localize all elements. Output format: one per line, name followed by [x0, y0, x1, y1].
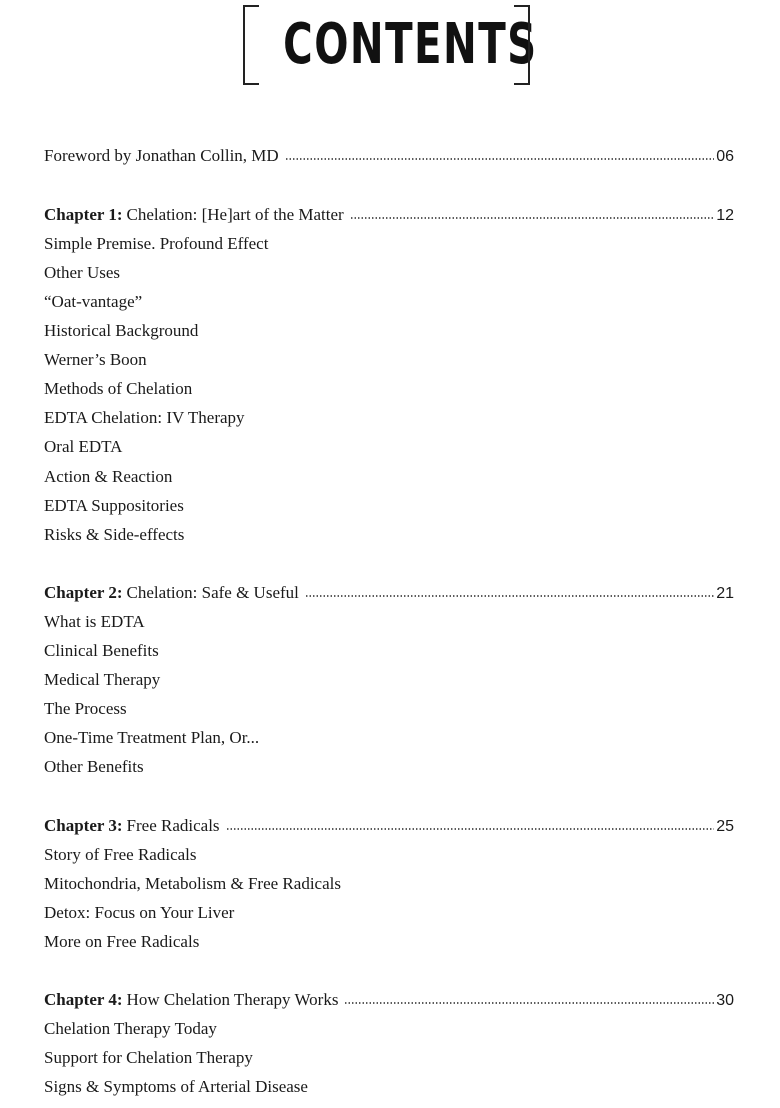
chapter-title: How Chelation Therapy Works — [126, 990, 339, 1009]
chapter-number: Chapter 4: — [44, 990, 123, 1009]
chapter-number: Chapter 2: — [44, 583, 123, 602]
dot-leader — [350, 216, 715, 220]
toc-section[interactable]: Oral EDTA — [44, 437, 123, 456]
toc-section[interactable]: Action & Reaction — [44, 467, 173, 486]
chapter-title: Free Radicals — [126, 816, 220, 835]
toc-section[interactable]: Historical Background — [44, 321, 199, 340]
chapter-number: Chapter 3: — [44, 816, 123, 835]
toc-entry-chapter-4[interactable] — [44, 989, 734, 1011]
dot-leader — [226, 827, 715, 831]
toc-section[interactable]: EDTA Suppositories — [44, 496, 184, 515]
entry-title: Foreword by Jonathan Collin, MD — [44, 146, 279, 165]
chapter-title: Chelation: [He]art of the Matter — [126, 205, 344, 224]
toc-section[interactable]: More on Free Radicals — [44, 932, 200, 951]
toc-section[interactable]: Mitochondria, Metabolism & Free Radicals — [44, 874, 341, 893]
toc-section[interactable]: Simple Premise. Profound Effect — [44, 234, 269, 253]
toc-entry-chapter-2[interactable] — [44, 582, 734, 604]
dot-leader — [285, 157, 715, 161]
toc-section[interactable]: One-Time Treatment Plan, Or... — [44, 728, 260, 747]
toc-section[interactable]: “Oat-vantage” — [44, 292, 143, 311]
toc-entry-chapter-3[interactable] — [44, 815, 734, 837]
toc-section[interactable]: The Process — [44, 699, 127, 718]
toc-section[interactable]: Methods of Chelation — [44, 379, 193, 398]
page-number: 30 — [716, 992, 734, 1009]
dot-leader — [344, 1001, 714, 1005]
toc-section[interactable]: Medical Therapy — [44, 670, 161, 689]
toc-section[interactable]: Signs & Symptoms of Arterial Disease — [44, 1077, 308, 1096]
page-number: 21 — [716, 585, 734, 602]
toc-section[interactable]: Detox: Focus on Your Liver — [44, 903, 235, 922]
chapter-number: Chapter 1: — [44, 205, 123, 224]
toc-section[interactable]: EDTA Chelation: IV Therapy — [44, 408, 245, 427]
dot-leader — [305, 594, 714, 598]
toc-section[interactable]: Risks & Side-effects — [44, 525, 185, 544]
left-bracket-decoration — [243, 5, 259, 85]
toc-section[interactable]: Clinical Benefits — [44, 641, 159, 660]
page-title: CONTENTS — [283, 12, 538, 77]
page-number: 12 — [716, 207, 734, 224]
toc-section[interactable]: Other Uses — [44, 263, 121, 282]
toc-section[interactable]: What is EDTA — [44, 612, 145, 631]
page-number: 06 — [716, 148, 734, 165]
chapter-title: Chelation: Safe & Useful — [126, 583, 299, 602]
contents-heading — [243, 5, 538, 85]
toc-entry-foreword[interactable] — [44, 145, 734, 167]
toc-section[interactable]: Support for Chelation Therapy — [44, 1048, 253, 1067]
right-bracket-decoration — [514, 5, 530, 85]
page-number: 25 — [716, 818, 734, 835]
toc-section[interactable]: Story of Free Radicals — [44, 845, 197, 864]
toc-section[interactable]: Werner’s Boon — [44, 350, 147, 369]
toc-section[interactable]: Other Benefits — [44, 757, 144, 776]
toc-section[interactable]: Chelation Therapy Today — [44, 1019, 217, 1038]
toc-entry-chapter-1[interactable] — [44, 204, 734, 226]
